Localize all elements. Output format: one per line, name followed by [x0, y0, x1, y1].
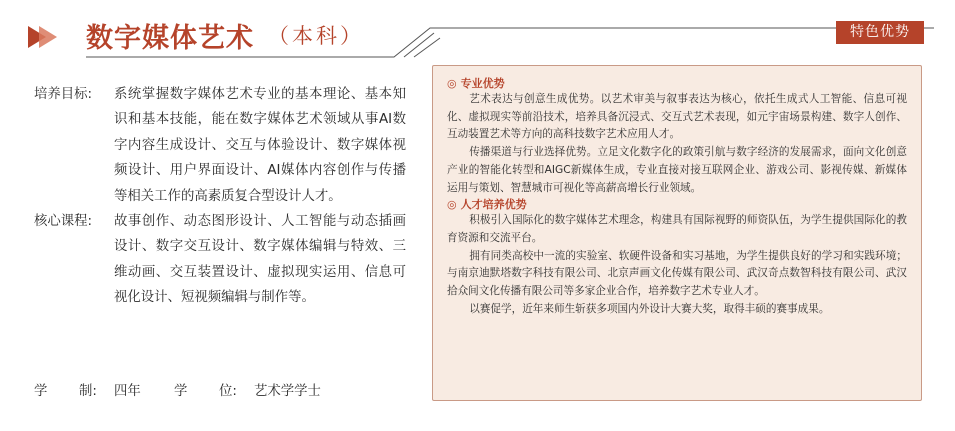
core-courses-text: 故事创作、动态图形设计、人工智能与动态插画设计、数字交互设计、数字媒体编辑与特效、三维动画、交互装置设计、虚拟现实运用、信息可视化设计、短视频编辑与制作等。 — [114, 214, 406, 306]
page-title: 数字媒体艺术 — [86, 23, 254, 54]
feature-badge: 特色优势 — [836, 21, 924, 44]
page-subtitle: （本科） — [268, 24, 364, 48]
duration-label-suffix: 制: — [79, 384, 97, 399]
arrow-right-icon — [28, 26, 58, 48]
advantages-panel — [432, 65, 922, 401]
circle-bullet-icon: ◎ — [447, 77, 457, 90]
panel-paragraph: 拥有同类高校中一流的实验室、软硬件设备和实习基地，为学生提供良好的学习和实践环境；与南京迪默塔数字科技有限公司、北京声画文化传媒有限公司、武汉奇点数智科技有限公司、武汉拾众间文化传播有限公司等多家企业合作，培养数字艺术专业人才。 — [447, 249, 907, 298]
section-heading-major: ◎ 专业优势 — [447, 77, 505, 90]
program-info — [34, 82, 406, 311]
duration-value: 四年 — [114, 384, 141, 399]
training-goal-text: 系统掌握数字媒体艺术专业的基本理论、基本知识和基本技能，能在数字媒体艺术领域从事AI数字内容生成设计、交互与体验设计、数字媒体视频设计、用户界面设计、AI媒体内容创作与传播等相关工作的高素质复合型设计人才。 — [114, 87, 406, 204]
section-heading-talent: ◎ 人才培养优势 — [447, 198, 527, 212]
duration-label-char: 学 — [34, 384, 48, 399]
training-goal-row — [34, 82, 406, 209]
degree-label-char: 学 — [174, 384, 188, 399]
panel-paragraph: 艺术表达与创意生成优势。以艺术审美与叙事表达为核心，依托生成式人工智能、信息可视化、虚拟现实等前沿技术，培养具备沉浸式、交互式艺术表现，如元宇宙场景构建、数字人创作、互动装置艺术等方向的高科技数字艺术应用人才。 — [447, 93, 907, 141]
core-courses-row — [34, 209, 406, 311]
degree-label-suffix: 位: — [219, 384, 237, 399]
circle-bullet-icon: ◎ — [447, 198, 457, 212]
panel-paragraph: 积极引入国际化的数字媒体艺术理念，构建具有国际视野的师资队伍，为学生提供国际化的教育资源和交流平台。 — [447, 214, 907, 244]
core-courses-label: 核心课程: — [34, 214, 93, 230]
degree-value: 艺术学学士 — [254, 384, 321, 399]
training-goal-label: 培养目标: — [34, 87, 93, 102]
panel-paragraph: 以赛促学，近年来师生斩获多项国内外设计大赛大奖，取得丰硕的赛事成果。 — [469, 302, 830, 315]
panel-paragraph: 传播渠道与行业选择优势。立足文化数字化的政策引航与数字经济的发展需求，面向文化创意产业的智能化转型和AIGC新媒体生成，专业直接对接互联网企业、游戏公司、影视传媒、新媒体运用与策划、智慧城市可视化等高薪高增长行业领域。 — [447, 146, 907, 194]
